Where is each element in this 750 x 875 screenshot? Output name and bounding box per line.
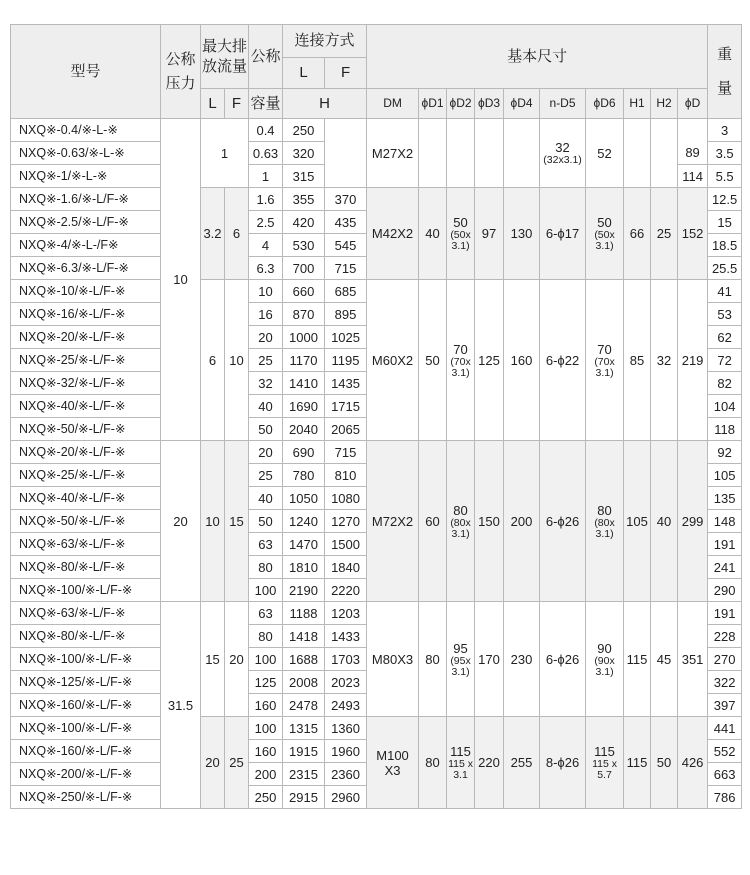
dim-d4-cell: 130 — [504, 188, 540, 280]
conn-f-cell: 810 — [325, 464, 367, 487]
weight-cell: 397 — [708, 694, 742, 717]
conn-f-cell: 545 — [325, 234, 367, 257]
dim-d1-cell: 50 — [419, 280, 447, 441]
dim-note: (70x 3.1) — [450, 355, 471, 379]
dim-note: (80x 3.1) — [450, 516, 471, 540]
dim-value: 6-ϕ17 — [545, 226, 580, 241]
weight-cell: 18.5 — [708, 234, 742, 257]
dim-d2-cell — [447, 717, 475, 809]
dim-dm-cell: M60X2 — [367, 280, 419, 441]
conn-l-cell: 660 — [283, 280, 325, 303]
dim-d6-cell — [586, 119, 624, 188]
conn-l-cell: 1470 — [283, 533, 325, 556]
model-cell: NXQ※-0.63/※-L-※ — [11, 142, 161, 165]
volume-cell: 50 — [249, 418, 283, 441]
conn-f-cell: 1703 — [325, 648, 367, 671]
dim-d-cell: 351 — [678, 602, 708, 717]
model-cell: NXQ※-40/※-L/F-※ — [11, 395, 161, 418]
conn-l-cell: 1315 — [283, 717, 325, 740]
conn-f-cell: 715 — [325, 257, 367, 280]
weight-cell: 270 — [708, 648, 742, 671]
model-cell: NXQ※-6.3/※-L/F-※ — [11, 257, 161, 280]
dim-d4-cell: 200 — [504, 441, 540, 602]
dim-d2-cell — [447, 119, 475, 188]
dim-value: 8-ϕ26 — [545, 755, 580, 770]
dim-value: 6-ϕ26 — [545, 513, 580, 529]
header-weight: 重 量 — [708, 25, 742, 119]
flow-l-cell: 3.2 — [201, 188, 225, 280]
header-basic-dimensions: 基本尺寸 — [367, 25, 708, 89]
weight-cell: 441 — [708, 717, 742, 740]
flow-f-cell: 20 — [225, 602, 249, 717]
conn-f-cell: 1500 — [325, 533, 367, 556]
volume-cell: 160 — [249, 740, 283, 763]
weight-cell: 105 — [708, 464, 742, 487]
conn-l-cell: 2915 — [283, 786, 325, 809]
header-dim-d4: ϕD4 — [504, 89, 540, 119]
dim-h2-cell: 40 — [651, 441, 678, 602]
dim-d-cell: 152 — [678, 188, 708, 280]
model-cell: NXQ※-1/※-L-※ — [11, 165, 161, 188]
dim-h1-cell: 115 — [624, 602, 651, 717]
weight-cell: 322 — [708, 671, 742, 694]
weight-cell: 228 — [708, 625, 742, 648]
conn-f-cell: 435 — [325, 211, 367, 234]
dim-h2-cell — [651, 119, 678, 188]
conn-f-cell: 1270 — [325, 510, 367, 533]
model-cell: NXQ※-2.5/※-L/F-※ — [11, 211, 161, 234]
dim-d3-cell — [475, 119, 504, 188]
flow-l-cell: 15 — [201, 602, 225, 717]
conn-l-cell: 1050 — [283, 487, 325, 510]
dim-d3-cell: 125 — [475, 280, 504, 441]
dim-h2-cell: 50 — [651, 717, 678, 809]
conn-f-cell: 1203 — [325, 602, 367, 625]
model-cell: NXQ※-25/※-L/F-※ — [11, 464, 161, 487]
flow-f-cell: 25 — [225, 717, 249, 809]
dim-d1-cell: 40 — [419, 188, 447, 280]
dim-dm-cell: M80X3 — [367, 602, 419, 717]
volume-cell: 32 — [249, 372, 283, 395]
model-cell: NXQ※-63/※-L/F-※ — [11, 533, 161, 556]
model-cell: NXQ※-100/※-L/F-※ — [11, 579, 161, 602]
dim-value: 115 — [594, 744, 615, 759]
dim-h1-cell — [624, 119, 651, 188]
conn-f-cell: 895 — [325, 303, 367, 326]
weight-cell: 135 — [708, 487, 742, 510]
header-dim-d3: ϕD3 — [475, 89, 504, 119]
weight-cell: 663 — [708, 763, 742, 786]
volume-cell: 40 — [249, 395, 283, 418]
dim-d6-cell — [586, 717, 624, 809]
dim-h2-cell: 25 — [651, 188, 678, 280]
dim-note: (80x 3.1) — [594, 516, 615, 540]
volume-cell: 200 — [249, 763, 283, 786]
dim-d2-cell — [447, 602, 475, 717]
volume-cell: 63 — [249, 533, 283, 556]
conn-f-cell: 1025 — [325, 326, 367, 349]
dim-d5-cell — [540, 119, 586, 188]
model-cell: NXQ※-125/※-L/F-※ — [11, 671, 161, 694]
volume-cell: 100 — [249, 648, 283, 671]
header-dim-d: ϕD — [678, 89, 708, 119]
table-row — [11, 717, 742, 740]
header-connection: 连接方式 — [283, 25, 367, 58]
volume-cell: 160 — [249, 694, 283, 717]
volume-cell: 63 — [249, 602, 283, 625]
dim-dm-cell: M100 X3 — [367, 717, 419, 809]
conn-f-cell: 715 — [325, 441, 367, 464]
conn-f-cell: 2960 — [325, 786, 367, 809]
volume-cell: 0.63 — [249, 142, 283, 165]
dim-note: (70x 3.1) — [594, 355, 615, 379]
dim-value: 32 — [555, 140, 570, 155]
dim-d6-cell — [586, 441, 624, 602]
conn-l-cell: 320 — [283, 142, 325, 165]
model-cell: NXQ※-200/※-L/F-※ — [11, 763, 161, 786]
dim-value: 52 — [597, 145, 612, 161]
dim-note: 115 x 3.1 — [448, 758, 473, 781]
conn-f-cell: 1360 — [325, 717, 367, 740]
header-dim-dm: DM — [367, 89, 419, 119]
dim-d1-cell: 60 — [419, 441, 447, 602]
conn-l-cell: 2040 — [283, 418, 325, 441]
volume-cell: 50 — [249, 510, 283, 533]
dim-dm-cell: M42X2 — [367, 188, 419, 280]
dim-value: 6-ϕ26 — [545, 651, 580, 667]
header-conn-l: L — [283, 58, 325, 89]
dim-d-cell: 219 — [678, 280, 708, 441]
dim-value: 50 — [597, 215, 612, 230]
dim-note: (50x 3.1) — [450, 229, 471, 252]
dim-h1-cell: 115 — [624, 717, 651, 809]
header-dim-h2: H2 — [651, 89, 678, 119]
dim-d2-cell — [447, 280, 475, 441]
dim-d2-cell — [447, 441, 475, 602]
dim-d5-cell — [540, 602, 586, 717]
flow-l-cell: 6 — [201, 280, 225, 441]
conn-f-cell: 2065 — [325, 418, 367, 441]
conn-f-cell: 1080 — [325, 487, 367, 510]
conn-l-cell: 315 — [283, 165, 325, 188]
volume-cell: 20 — [249, 441, 283, 464]
header-volume: 公称 — [249, 25, 283, 89]
header-dim-h1: H1 — [624, 89, 651, 119]
conn-l-cell: 2008 — [283, 671, 325, 694]
dim-d3-cell: 170 — [475, 602, 504, 717]
model-cell: NXQ※-20/※-L/F-※ — [11, 326, 161, 349]
volume-cell: 6.3 — [249, 257, 283, 280]
dim-dm-cell: M27X2 — [367, 119, 419, 188]
dim-h1-cell: 85 — [624, 280, 651, 441]
dim-d2-cell — [447, 188, 475, 280]
conn-l-cell: 1170 — [283, 349, 325, 372]
dim-value: 6-ϕ22 — [545, 352, 580, 368]
dim-d-cell: 426 — [678, 717, 708, 809]
flow-f-cell: 10 — [225, 280, 249, 441]
weight-cell: 12.5 — [708, 188, 742, 211]
dim-dm-cell: M72X2 — [367, 441, 419, 602]
conn-l-cell: 530 — [283, 234, 325, 257]
dim-note: 115 x 5.7 — [592, 758, 617, 781]
model-cell: NXQ※-160/※-L/F-※ — [11, 694, 161, 717]
model-cell: NXQ※-100/※-L/F-※ — [11, 648, 161, 671]
model-cell: NXQ※-80/※-L/F-※ — [11, 556, 161, 579]
model-cell: NXQ※-250/※-L/F-※ — [11, 786, 161, 809]
weight-cell: 41 — [708, 280, 742, 303]
dim-d6-cell — [586, 188, 624, 280]
flow-f-cell: 15 — [225, 441, 249, 602]
conn-f-cell: 2493 — [325, 694, 367, 717]
dim-d5-cell — [540, 188, 586, 280]
model-cell: NXQ※-50/※-L/F-※ — [11, 418, 161, 441]
dim-h1-cell: 66 — [624, 188, 651, 280]
volume-cell: 2.5 — [249, 211, 283, 234]
model-cell: NXQ※-1.6/※-L/F-※ — [11, 188, 161, 211]
conn-l-cell: 2315 — [283, 763, 325, 786]
conn-l-cell: 700 — [283, 257, 325, 280]
weight-cell: 15 — [708, 211, 742, 234]
weight-cell: 3 — [708, 119, 742, 142]
dim-d4-cell: 255 — [504, 717, 540, 809]
conn-l-cell: 1000 — [283, 326, 325, 349]
dim-value: 90 — [597, 640, 612, 656]
weight-cell: 290 — [708, 579, 742, 602]
header-conn-f: F — [325, 58, 367, 89]
dim-h1-cell: 105 — [624, 441, 651, 602]
volume-cell: 125 — [249, 671, 283, 694]
conn-l-cell: 1688 — [283, 648, 325, 671]
header-flow-f: F — [225, 89, 249, 119]
weight-cell: 62 — [708, 326, 742, 349]
conn-l-cell: 420 — [283, 211, 325, 234]
volume-cell: 0.4 — [249, 119, 283, 142]
conn-f-cell: 1433 — [325, 625, 367, 648]
header-max-flow: 最大排 放流量 — [201, 25, 249, 89]
table-row — [11, 441, 742, 464]
pressure-cell: 10 — [161, 119, 201, 441]
volume-cell: 1 — [249, 165, 283, 188]
dim-d1-cell: 80 — [419, 602, 447, 717]
flow-l-cell: 20 — [201, 717, 225, 809]
conn-f-cell: 2360 — [325, 763, 367, 786]
conn-l-cell: 1690 — [283, 395, 325, 418]
flow-cell: 1 — [201, 119, 249, 188]
conn-l-cell: 355 — [283, 188, 325, 211]
conn-l-cell: 1810 — [283, 556, 325, 579]
model-cell: NXQ※-80/※-L/F-※ — [11, 625, 161, 648]
dim-value: 95 — [453, 640, 468, 656]
header-dim-d2: ϕD2 — [447, 89, 475, 119]
dim-d5-cell — [540, 441, 586, 602]
weight-cell: 118 — [708, 418, 742, 441]
weight-cell: 25.5 — [708, 257, 742, 280]
model-cell: NXQ※-25/※-L/F-※ — [11, 349, 161, 372]
dim-value: 115 — [450, 744, 471, 759]
dim-value: 50 — [453, 215, 468, 230]
dim-d4-cell — [504, 119, 540, 188]
dim-d-cell: 89 — [678, 119, 708, 165]
dim-d1-cell — [419, 119, 447, 188]
weight-cell: 3.5 — [708, 142, 742, 165]
model-cell: NXQ※-4/※-L-/F※ — [11, 234, 161, 257]
flow-l-cell: 10 — [201, 441, 225, 602]
conn-l-cell: 690 — [283, 441, 325, 464]
dim-d6-cell — [586, 602, 624, 717]
conn-l-cell: 780 — [283, 464, 325, 487]
model-cell: NXQ※-0.4/※-L-※ — [11, 119, 161, 142]
volume-cell: 16 — [249, 303, 283, 326]
header-dim-d1: ϕD1 — [419, 89, 447, 119]
header-volume-2: 容量 — [249, 89, 283, 119]
conn-l-cell: 2478 — [283, 694, 325, 717]
volume-cell: 80 — [249, 625, 283, 648]
dim-h2-cell: 45 — [651, 602, 678, 717]
conn-f-cell: 1715 — [325, 395, 367, 418]
volume-cell: 100 — [249, 579, 283, 602]
dim-value: 80 — [453, 502, 468, 518]
flow-f-cell: 6 — [225, 188, 249, 280]
dim-d5-cell — [540, 717, 586, 809]
dim-note: (95x 3.1) — [450, 654, 471, 678]
weight-cell: 191 — [708, 602, 742, 625]
conn-f-cell: 1960 — [325, 740, 367, 763]
model-cell: NXQ※-50/※-L/F-※ — [11, 510, 161, 533]
volume-cell: 4 — [249, 234, 283, 257]
weight-cell: 148 — [708, 510, 742, 533]
volume-cell: 10 — [249, 280, 283, 303]
conn-f-cell — [325, 119, 367, 188]
weight-cell: 5.5 — [708, 165, 742, 188]
model-cell: NXQ※-20/※-L/F-※ — [11, 441, 161, 464]
conn-l-cell: 1418 — [283, 625, 325, 648]
dim-value: 70 — [453, 341, 468, 357]
volume-cell: 20 — [249, 326, 283, 349]
dim-d4-cell: 160 — [504, 280, 540, 441]
conn-f-cell: 1195 — [325, 349, 367, 372]
model-cell: NXQ※-32/※-L/F-※ — [11, 372, 161, 395]
volume-cell: 1.6 — [249, 188, 283, 211]
model-cell: NXQ※-100/※-L/F-※ — [11, 717, 161, 740]
conn-f-cell: 1840 — [325, 556, 367, 579]
header-conn-h: H — [283, 89, 367, 119]
dim-d-cell: 299 — [678, 441, 708, 602]
conn-l-cell: 1410 — [283, 372, 325, 395]
weight-cell: 82 — [708, 372, 742, 395]
header-pressure: 公称 压力 — [161, 25, 201, 119]
dim-d6-cell — [586, 280, 624, 441]
dim-d1-cell: 80 — [419, 717, 447, 809]
conn-f-cell: 2023 — [325, 671, 367, 694]
weight-cell: 104 — [708, 395, 742, 418]
model-cell: NXQ※-160/※-L/F-※ — [11, 740, 161, 763]
header-model: 型号 — [11, 25, 161, 119]
model-cell: NXQ※-40/※-L/F-※ — [11, 487, 161, 510]
header-dim-d6: ϕD6 — [586, 89, 624, 119]
table-row — [11, 280, 742, 303]
dim-d-cell: 114 — [678, 165, 708, 188]
dim-value: 70 — [597, 341, 612, 357]
weight-cell: 786 — [708, 786, 742, 809]
conn-l-cell: 1240 — [283, 510, 325, 533]
pressure-cell: 20 — [161, 441, 201, 602]
dim-d3-cell: 97 — [475, 188, 504, 280]
model-cell: NXQ※-16/※-L/F-※ — [11, 303, 161, 326]
volume-cell: 80 — [249, 556, 283, 579]
weight-cell: 53 — [708, 303, 742, 326]
dim-note: (90x 3.1) — [594, 654, 615, 678]
dim-d3-cell: 220 — [475, 717, 504, 809]
conn-f-cell: 370 — [325, 188, 367, 211]
dim-d4-cell: 230 — [504, 602, 540, 717]
dim-d5-cell — [540, 280, 586, 441]
volume-cell: 100 — [249, 717, 283, 740]
spec-table — [10, 24, 742, 809]
weight-cell: 191 — [708, 533, 742, 556]
volume-cell: 250 — [249, 786, 283, 809]
dim-value: 80 — [597, 502, 612, 518]
dim-h2-cell: 32 — [651, 280, 678, 441]
weight-cell: 72 — [708, 349, 742, 372]
weight-cell: 92 — [708, 441, 742, 464]
conn-f-cell: 685 — [325, 280, 367, 303]
model-cell: NXQ※-63/※-L/F-※ — [11, 602, 161, 625]
dim-note: (32x3.1) — [543, 154, 582, 166]
volume-cell: 40 — [249, 487, 283, 510]
table-row — [11, 119, 742, 142]
conn-l-cell: 870 — [283, 303, 325, 326]
weight-cell: 552 — [708, 740, 742, 763]
dim-d3-cell: 150 — [475, 441, 504, 602]
header-flow-l: L — [201, 89, 225, 119]
conn-l-cell: 250 — [283, 119, 325, 142]
dim-note: (50x 3.1) — [594, 229, 615, 252]
conn-f-cell: 2220 — [325, 579, 367, 602]
table-row — [11, 188, 742, 211]
volume-cell: 25 — [249, 464, 283, 487]
conn-f-cell: 1435 — [325, 372, 367, 395]
pressure-cell: 31.5 — [161, 602, 201, 809]
volume-cell: 25 — [249, 349, 283, 372]
conn-l-cell: 1915 — [283, 740, 325, 763]
weight-cell: 241 — [708, 556, 742, 579]
model-cell: NXQ※-10/※-L/F-※ — [11, 280, 161, 303]
table-row — [11, 602, 742, 625]
header-dim-d5: n-D5 — [540, 89, 586, 119]
conn-l-cell: 1188 — [283, 602, 325, 625]
conn-l-cell: 2190 — [283, 579, 325, 602]
